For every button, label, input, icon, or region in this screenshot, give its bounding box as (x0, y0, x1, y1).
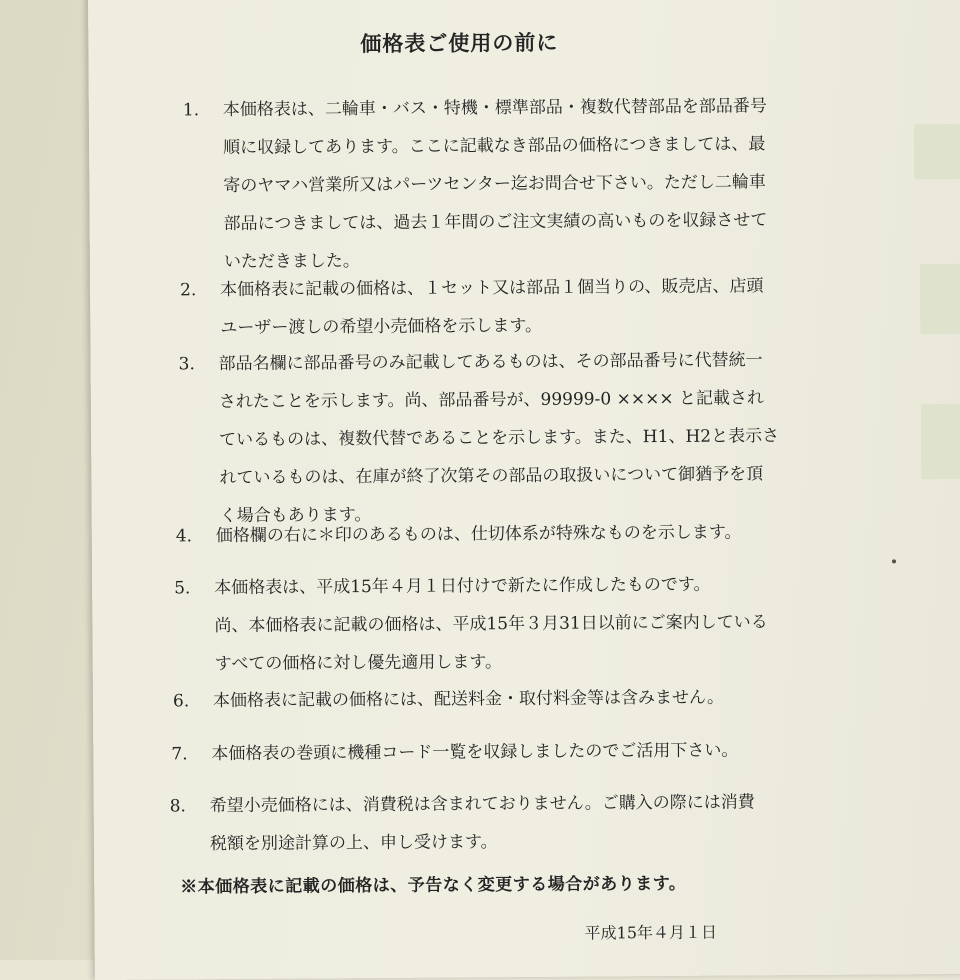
item-number: 3. (178, 354, 195, 375)
item-line: 部品名欄に部品番号のみ記載してあるものは、その部品番号に代替統一 (218, 350, 763, 375)
show-through-mark (920, 264, 960, 334)
show-through-mark (921, 404, 960, 479)
item-number: 1. (182, 100, 200, 121)
item-number: 7. (171, 744, 188, 765)
item-line: 希望小売価格には、消費税は含まれておりません。ご購入の際には消費 (209, 792, 755, 817)
item-text (211, 731, 738, 773)
item-line: 価格欄の右に＊印のあるものは、仕切体系が特殊なものを示します。 (215, 522, 742, 547)
item-line: 順に収録してあります。ここに記載なき部品の価格につきましては、最 (223, 134, 766, 159)
item-line: く場合もあります。 (219, 505, 372, 527)
item-line: いただきました。 (223, 251, 360, 273)
price-change-notice: ※本価格表に記載の価格は、予告なく変更する場合があります。 (180, 873, 687, 898)
item-number: 8. (169, 796, 187, 817)
item-line: ているものは、複数代替であることを示します。また、H1、H2と表示さ (219, 426, 780, 451)
item-number: 2. (180, 280, 197, 301)
item-text (214, 565, 768, 683)
item-line: 部品につきましては、過去１年間のご注文実績の高いものを収録させて (223, 210, 768, 235)
item-line: 尚、本価格表に記載の価格は、平成15年３月31日以前にご案内している (214, 612, 768, 637)
item-line: 本価格表に記載の価格は、１セット又は部品１個当りの、販売店、店頭 (220, 276, 764, 301)
item-text (223, 87, 768, 281)
show-through-mark (914, 124, 960, 180)
item-line: 本価格表は、平成15年４月１日付けで新たに作成したものです。 (214, 574, 711, 599)
page-title: 価格表ご使用の前に (360, 29, 559, 57)
item-text (213, 679, 724, 721)
item-line: されたことを示します。尚、部品番号が、99999-0 ×××× と記載され (218, 388, 765, 413)
paper-speck (892, 559, 896, 563)
item-text (218, 341, 779, 535)
item-number: 4. (175, 526, 193, 547)
item-text (210, 783, 756, 863)
document-page (88, 0, 960, 980)
item-line: 本価格表に記載の価格には、配送料金・取付料金等は含みません。 (212, 687, 725, 712)
item-text (216, 513, 742, 555)
item-line: 税額を別途計算の上、申し受けます。 (209, 832, 498, 855)
item-number: 5. (174, 578, 191, 599)
issue-date: 平成15年４月１日 (584, 922, 718, 943)
item-number: 6. (172, 691, 190, 712)
item-line: ユーザー渡しの希望小売価格を示します。 (220, 315, 543, 339)
item-line: れているものは、在庫が終了次第その部品の取扱いについて御猶予を頂 (219, 464, 764, 489)
item-line: すべての価格に対し優先適用します。 (214, 652, 503, 675)
item-line: 寄のヤマハ営業所又はパーツセンター迄お問合せ下さい。ただし二輪車 (223, 172, 766, 197)
item-text (220, 267, 764, 347)
item-line: 本価格表の巻頭に機種コード一覧を収録しましたのでご活用下さい。 (211, 740, 739, 765)
item-line: 本価格表は、二輪車・バス・特機・標準部品・複数代替部品を部品番号 (222, 96, 767, 121)
